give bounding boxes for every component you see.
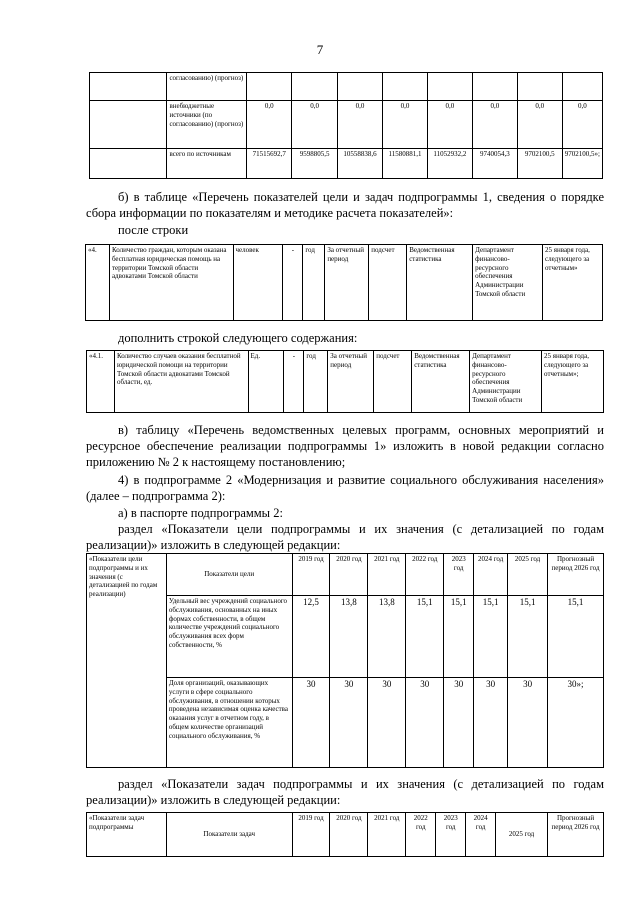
table-row: «4. Количество граждан, которым оказана бесплатная юридическая помощь на территории Томской области адвокатами Томской области человек - год За отчетный период подсчет Ведомственная статистика Департамент финансово-ресурсного обеспечения Администрации Томской области 25 января года, следующего за отчетным»	[86, 245, 603, 321]
paragraph-v: в) таблицу «Перечень ведомственных целевых программ, основных мероприятий и ресурсное обеспечение реализации подпрограммы 1» изложить в новой редакции согласно приложению № 2 к настоящему постановлению;	[86, 423, 604, 469]
indicator-row-4-table	[85, 244, 603, 321]
table-row: Доля организаций, оказывающих услуги в сфере социального обслуживания, в отношении которых проведена независимая оценка качества оказания услуг в отчетном году, в общем количестве организаций социального обслуживания, % 30 30 30 30 30 30 30 30»;	[87, 678, 604, 768]
table-header-row: «Показатели цели подпрограммы и их значения (с детализацией по годам реализации) Показатели цели 2019 год 2020 год 2021 год 2022 год 2023 год 2024 год 2025 год Прогнозный период 2026 год	[87, 554, 604, 596]
funding-table	[89, 72, 603, 179]
paragraph-a: а) в паспорте подпрограммы 2:	[118, 506, 283, 520]
table-row: Удельный вес учреждений социального обслуживания, основанных на иных формах собственности, в общем количестве учреждений социального обслуживания всех форм собственности, % 12,5 13,8 13,8 15,1 15,1 15,1 15,1 15,1	[87, 596, 604, 678]
paragraph-section-2: раздел «Показатели задач подпрограммы и их значения (с детализацией по годам реализации)» изложить в следующей редакции:	[86, 777, 604, 807]
table-row	[90, 73, 603, 101]
goal-indicators-table	[86, 553, 604, 768]
paragraph-b: б) в таблице «Перечень показателей цели и задач подпрограммы 1, сведения о порядке сбора информации по показателям и методике расчета показателей»:	[86, 190, 604, 220]
page-number: 7	[316, 42, 324, 57]
indicator-row-4-1-table	[86, 350, 604, 413]
paragraph-add-row: дополнить строкой следующего содержания:	[118, 331, 358, 345]
row-label: всего по источникам	[167, 149, 247, 179]
table-row: внебюджетные источники (по согласованию) (прогноз) 0,0 0,0 0,0 0,0 0,0 0,0 0,0 0,0	[90, 101, 603, 149]
row-label: согласованию) (прогноз)	[167, 73, 247, 101]
table-side-header: «Показатели задач подпрограммы	[87, 813, 167, 857]
table-header-row: «Показатели задач подпрограммы Показатели задач 2019 год 2020 год 2021 год 2022 год 2023 год 2024 год 2025 год Прогнозный период 2026 год	[87, 813, 604, 857]
table-side-header: «Показатели цели подпрограммы и их значения (с детализацией по годам реализации)	[87, 554, 167, 768]
paragraph-4: 4) в подпрограмме 2 «Модернизация и развитие социального обслуживания населения» (далее – подпрограмма 2):	[86, 473, 604, 503]
table-row: «4.1. Количество случаев оказания бесплатной юридической помощи на территории Томской области адвокатами Томской области, ед. Ед. - год За отчетный период подсчет Ведомственная статистика Департамент финансово-ресурсного обеспечения Администрации Томской области 25 января года, следующего за отчетным»;	[87, 351, 604, 413]
task-indicators-table	[86, 812, 604, 857]
row-label: внебюджетные источники (по согласованию) (прогноз)	[167, 101, 247, 149]
paragraph-after-row: после строки	[118, 223, 189, 237]
paragraph-section-1: раздел «Показатели цели подпрограммы и их значения (с детализацией по годам реализации)» изложить в следующей редакции:	[86, 522, 604, 552]
table-row: всего по источникам 71515692,7 9598805,5 10558838,6 11580881,1 11052932,2 9740054,3 9702100,5 9702100,5»;	[90, 149, 603, 179]
